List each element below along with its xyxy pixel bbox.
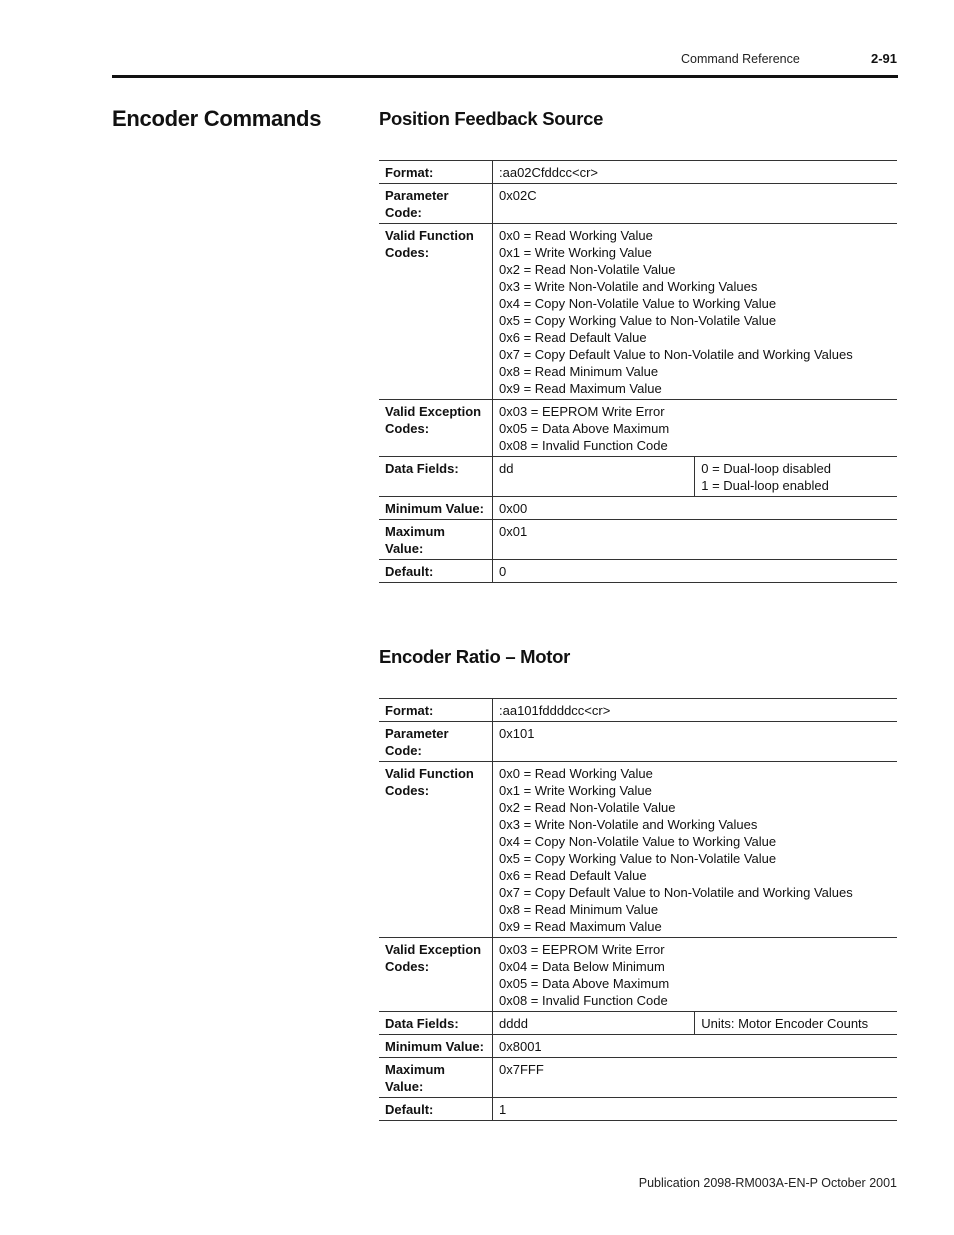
format-label: Format: — [379, 161, 493, 184]
parameter-code-value: 0x101 — [493, 722, 898, 762]
data-field-description — [695, 457, 897, 497]
function-code-item: 0x2 = Read Non-Volatile Value — [499, 800, 676, 815]
default-row — [379, 1098, 897, 1121]
function-code-item: 0x9 = Read Maximum Value — [499, 919, 662, 934]
minimum-label: Minimum Value: — [379, 1035, 493, 1058]
exception-codes-list — [493, 400, 898, 457]
exception-code-item: 0x03 = EEPROM Write Error — [499, 942, 665, 957]
exception-code-item: 0x03 = EEPROM Write Error — [499, 404, 665, 419]
format-row — [379, 699, 897, 722]
format-value: :aa02Cfddcc<cr> — [493, 161, 898, 184]
parameter-code-label: Parameter Code: — [379, 722, 493, 762]
function-code-item: 0x9 = Read Maximum Value — [499, 381, 662, 396]
page-number: 2-91 — [870, 51, 897, 66]
position-feedback-table — [379, 160, 897, 583]
function-code-item: 0x0 = Read Working Value — [499, 766, 653, 781]
data-fields-label: Data Fields: — [379, 1012, 493, 1035]
default-value: 1 — [493, 1098, 898, 1121]
exception-code-item: 0x05 = Data Above Maximum — [499, 976, 670, 991]
minimum-value: 0x00 — [493, 497, 898, 520]
data-fields-label: Data Fields: — [379, 457, 493, 497]
default-label: Default: — [379, 1098, 493, 1121]
maximum-row — [379, 1058, 897, 1098]
data-field-desc-line: 1 = Dual-loop enabled — [701, 478, 829, 493]
exception-code-item: 0x08 = Invalid Function Code — [499, 438, 668, 453]
function-code-item: 0x8 = Read Minimum Value — [499, 364, 659, 379]
function-codes-row — [379, 762, 897, 938]
minimum-row — [379, 1035, 897, 1058]
function-codes-label: Valid Function Codes: — [379, 762, 493, 938]
format-label: Format: — [379, 699, 493, 722]
data-fields-row — [379, 1012, 897, 1035]
exception-codes-list — [493, 938, 898, 1012]
function-code-item: 0x7 = Copy Default Value to Non-Volatile and Working Values — [499, 347, 853, 362]
function-code-item: 0x4 = Copy Non-Volatile Value to Working Value — [499, 834, 777, 849]
data-fields-row — [379, 457, 897, 497]
exception-codes-row — [379, 400, 897, 457]
parameter-code-row — [379, 184, 897, 224]
parameter-code-row — [379, 722, 897, 762]
maximum-label: Maximum Value: — [379, 520, 493, 560]
data-field-desc-line: 0 = Dual-loop disabled — [701, 461, 831, 476]
data-field-name: dddd — [493, 1012, 695, 1035]
function-code-item: 0x7 = Copy Default Value to Non-Volatile and Working Values — [499, 885, 853, 900]
function-code-item: 0x6 = Read Default Value — [499, 868, 647, 883]
function-codes-list — [493, 762, 898, 938]
maximum-row — [379, 520, 897, 560]
function-code-item: 0x0 = Read Working Value — [499, 228, 653, 243]
function-code-item: 0x6 = Read Default Value — [499, 330, 647, 345]
parameter-code-value: 0x02C — [493, 184, 898, 224]
header-rule — [112, 75, 898, 78]
function-code-item: 0x3 = Write Non-Volatile and Working Values — [499, 817, 758, 832]
data-field-desc-line: Units: Motor Encoder Counts — [701, 1016, 869, 1031]
function-codes-list — [493, 224, 898, 400]
function-code-item: 0x5 = Copy Working Value to Non-Volatile Value — [499, 851, 777, 866]
minimum-row — [379, 497, 897, 520]
data-field-description — [695, 1012, 897, 1035]
function-code-item: 0x1 = Write Working Value — [499, 783, 652, 798]
maximum-label: Maximum Value: — [379, 1058, 493, 1098]
section-title-encoder-ratio: Encoder Ratio – Motor — [379, 646, 571, 667]
exception-code-item: 0x05 = Data Above Maximum — [499, 421, 670, 436]
function-code-item: 0x8 = Read Minimum Value — [499, 902, 659, 917]
default-row — [379, 560, 897, 583]
function-code-item: 0x4 = Copy Non-Volatile Value to Working Value — [499, 296, 777, 311]
function-code-item: 0x5 = Copy Working Value to Non-Volatile Value — [499, 313, 777, 328]
function-code-item: 0x2 = Read Non-Volatile Value — [499, 262, 676, 277]
chapter-title: Encoder Commands — [112, 106, 322, 131]
maximum-value: 0x01 — [493, 520, 898, 560]
default-label: Default: — [379, 560, 493, 583]
exception-codes-row — [379, 938, 897, 1012]
publication-footer: Publication 2098-RM003A-EN-P October 2001 — [638, 1176, 897, 1190]
minimum-value: 0x8001 — [493, 1035, 898, 1058]
exception-codes-label: Valid Exception Codes: — [379, 938, 493, 1012]
exception-code-item: 0x08 = Invalid Function Code — [499, 993, 668, 1008]
function-codes-label: Valid Function Codes: — [379, 224, 493, 400]
exception-codes-label: Valid Exception Codes: — [379, 400, 493, 457]
function-code-item: 0x3 = Write Non-Volatile and Working Values — [499, 279, 758, 294]
function-code-item: 0x1 = Write Working Value — [499, 245, 652, 260]
minimum-label: Minimum Value: — [379, 497, 493, 520]
data-field-name: dd — [493, 457, 695, 497]
maximum-value: 0x7FFF — [493, 1058, 898, 1098]
default-value: 0 — [493, 560, 898, 583]
format-value: :aa101fddddcc<cr> — [493, 699, 898, 722]
encoder-ratio-table — [379, 698, 897, 1121]
format-row — [379, 161, 897, 184]
parameter-code-label: Parameter Code: — [379, 184, 493, 224]
section-title-position-feedback: Position Feedback Source — [379, 108, 604, 129]
exception-code-item: 0x04 = Data Below Minimum — [499, 959, 665, 974]
running-header: Command Reference — [681, 52, 800, 66]
function-codes-row — [379, 224, 897, 400]
